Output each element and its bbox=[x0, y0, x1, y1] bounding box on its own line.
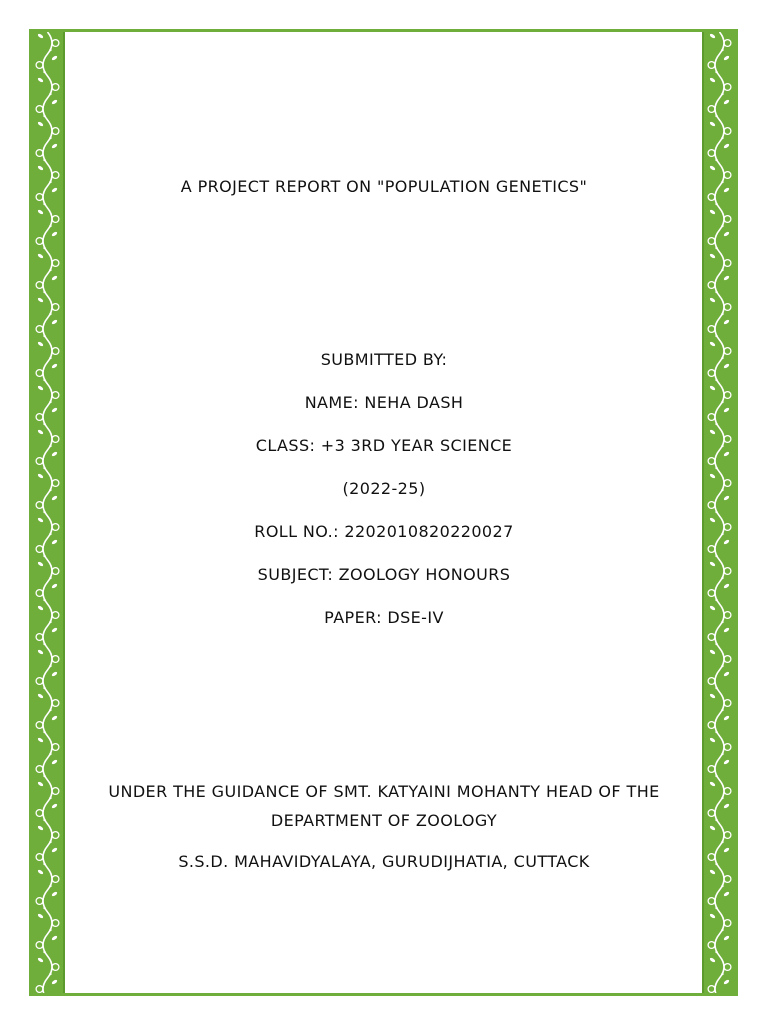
paper: PAPER: DSE-IV bbox=[324, 608, 444, 627]
roll-number: ROLL NO.: 2202010820220027 bbox=[254, 522, 514, 541]
left-vine-border bbox=[32, 32, 63, 993]
institution-name: S.S.D. MAHAVIDYALAYA, GURUDIJHATIA, CUTTACK bbox=[178, 852, 590, 871]
student-name: NAME: NEHA DASH bbox=[304, 393, 464, 412]
guidance-statement: UNDER THE GUIDANCE OF SMT. KATYAINI MOHANTY HEAD OF THE DEPARTMENT OF ZOOLOGY bbox=[108, 782, 660, 830]
session-years: (2022-25) bbox=[342, 479, 426, 498]
student-class: CLASS: +3 3RD YEAR SCIENCE bbox=[255, 436, 513, 455]
report-title: A PROJECT REPORT ON "POPULATION GENETICS" bbox=[180, 177, 588, 196]
cover-text-block bbox=[62, 0, 706, 1024]
right-vine-border bbox=[704, 32, 735, 993]
submitted-by-heading: SUBMITTED BY: bbox=[320, 350, 448, 369]
subject: SUBJECT: ZOOLOGY HONOURS bbox=[257, 565, 511, 584]
